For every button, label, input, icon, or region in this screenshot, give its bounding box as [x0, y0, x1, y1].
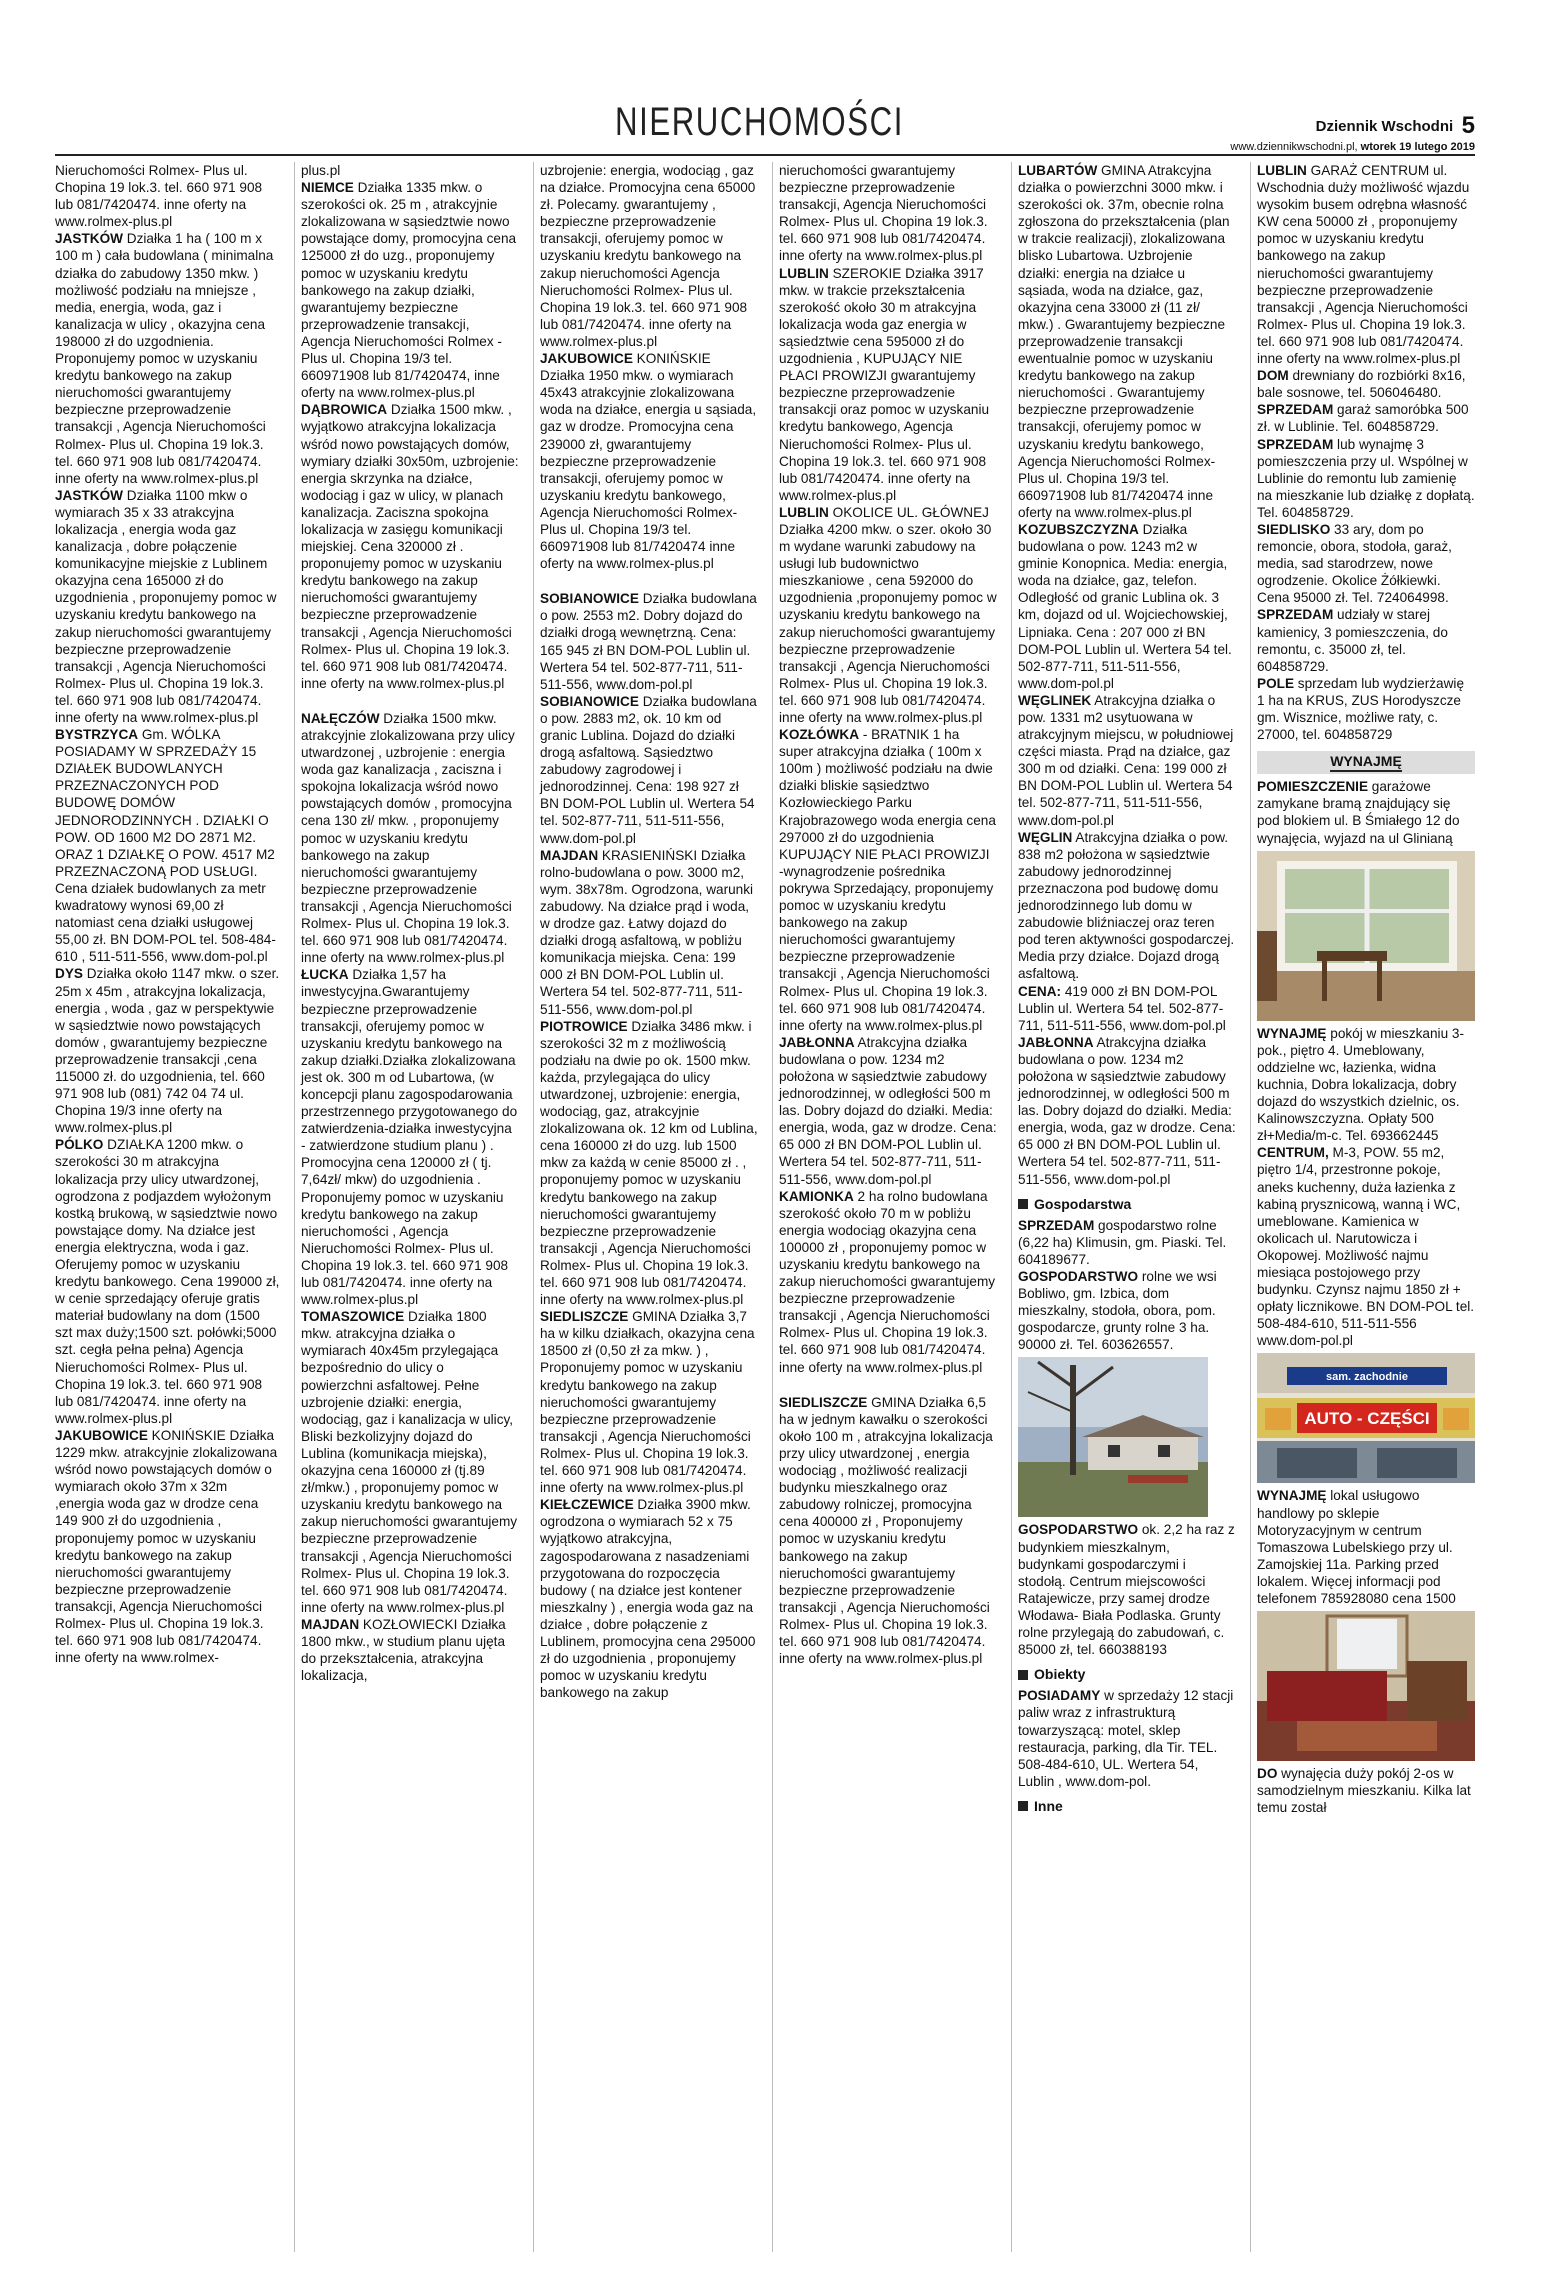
ad-text: uzbrojenie: energia, wodociąg , gaz na działce. Promocyjna cena 65000 zł. Polecamy. gwarantujemy , bezpieczne przeprowadzenie transakcji, oferujemy pomoc w uzyskaniu kredytu bankowego na zakup nieruchomości Agencja Nieruchomości Rolmex- Plus ul. Chopina 19 lok.3. tel. 660 971 908 lub 081/7420474. inne oferty na www.rolmex-plus.pl	[540, 163, 756, 349]
column-5	[1011, 162, 1236, 2252]
ad-text: WYNAJMĘ lokal usługowo handlowy po sklepie Motoryzacyjnym w centrum Tomaszowa Lubelskiego przy ul. Zamojskiej 11a. Parking przed lokalem. Więcej informacji pod telefonem 785928080 cena 1500	[1257, 1488, 1456, 1606]
ad-text: SIEDLISKO 33 ary, dom po remoncie, obora, stodoła, garaż, media, sad starodrzew, nowe ogrodzenie. Okolice Żółkiewki. Cena 95000 zł. Tel. 724064998.	[1257, 521, 1452, 606]
section-heading-gospodarstwa: Gospodarstwa	[1018, 1196, 1236, 1213]
bedroom-photo	[1257, 1611, 1475, 1761]
shop-sign-top: sam. zachodnie	[1326, 1371, 1408, 1384]
ad-text: LUBLIN GARAŻ CENTRUM ul. Wschodnia duży możliwość wjazdu wysokim busem odrębna własność KW cena 50000 zł , proponujemy pomoc w uzyskaniu kredytu bankowego na zakup nieruchomości gwarantujemy bezpieczne przeprowadzenie transakcji , Agencja Nieruchomości Rolmex- Plus ul. Chopina 19 lok.3. tel. 660 971 908 lub 081/7420474. inne oferty na www.rolmex-plus.pl	[1257, 163, 1470, 367]
paper-url[interactable]: www.dziennikwschodni.pl	[1230, 141, 1355, 153]
ad-text: PÓLKO DZIAŁKA 1200 mkw. o szerokości 30 m atrakcyjna lokalizacja przy ulicy utwardzonej, ogrodzona z podjazdem wyłożonym kostką brukową, w sąsiedztwie nowo powstające domy. Na działce jest energia elektryczna, woda i gaz. Oferujemy pomoc w uzyskaniu kredytu bankowego. Cena 199000 zł, w cenie sprzedający oferuje gratis materiał budowlany na dom (1500 szt max duży;1500 szt. połówki;5000 szt. cegła pełna pełna) Agencja Nieruchomości Rolmex- Plus ul. Chopina 19 lok.3. tel. 660 971 908 lub 081/7420474. inne oferty na www.rolmex-plus.pl	[55, 1137, 280, 1426]
section-heading-inne: Inne	[1018, 1798, 1236, 1815]
column-6	[1250, 162, 1475, 2252]
ad-text: MAJDAN KOZŁOWIECKI Działka 1800 mkw., w studium planu ujęta do przekształcenia, atrakcyjna lokalizacja,	[301, 1616, 506, 1684]
ad-text: KAMIONKA 2 ha rolno budowlana szerokość około 70 m w pobliżu energia wodociąg okazyjna cena 100000 zł , proponujemy pomoc w uzyskaniu kredytu bankowego na zakup nieruchomości gwarantujemy bezpieczne przeprowadzenie transakcji , Agencja Nieruchomości Rolmex- Plus ul. Chopina 19 lok.3. tel. 660 971 908 lub 081/7420474. inne oferty na www.rolmex-plus.pl	[779, 1188, 996, 1375]
paper-name: Dziennik Wschodni	[1315, 118, 1454, 135]
ad-text: JAKUBOWICE KONIŃSKIE Działka 1229 mkw. atrakcyjnie zlokalizowana wśród nowo powstających domów o wymiarach około 37m x 32m ,energia woda gaz w drodze cena 149 900 zł do uzgodnienia , proponujemy pomoc w uzyskaniu kredytu bankowego na zakup nieruchomości gwarantujemy bezpieczne przeprowadzenie transakcji, Agencja Nieruchomości Rolmex- Plus ul. Chopina 19 lok.3. tel. 660 971 908 lub 081/7420474. inne oferty na www.rolmex-	[55, 1427, 278, 1666]
ad-text: PIOTROWICE Działka 3486 mkw. i szerokości 32 m z możliwością podziału na dwie po ok. 1500 mkw. każda, przylegająca do ulicy utwardzonej, uzbrojenie: energia, wodociąg, gaz, atrakcyjnie zlokalizowana ok. 12 km od Lublina, cena 160000 zł do uzg. lub 1500 mkw za każdą w cenie 85000 zł . , proponujemy pomoc w uzyskaniu kredytu bankowego na zakup nieruchomości gwarantujemy bezpieczne przeprowadzenie transakcji , Agencja Nieruchomości Rolmex- Plus ul. Chopina 19 lok.3. tel. 660 971 908 lub 081/7420474. inne oferty na www.rolmex-plus.pl	[540, 1018, 758, 1308]
ad-text: SPRZEDAM lub wynajmę 3 pomieszczenia przy ul. Wspólnej w Lublinie do remontu lub zamienię na mieszkanie lub działkę z dopłatą. Tel. 604858729.	[1257, 436, 1475, 520]
ad-text: POLE sprzedam lub wydzierżawię 1 ha na KRUS, ZUS Horodyszcze gm. Wisznice, możliwe raty, c. 27000, tel. 604858729	[1257, 675, 1465, 743]
ad-text: WĘGLINEK Atrakcyjna działka o pow. 1331 m2 usytuowana w atrakcyjnym miejscu, w południowej części miasta. Prąd na działce, gaz 300 m od działki. Cena: 199 000 zł BN DOM-POL Lublin ul. Wertera 54 tel. 502-877-711, 511-511-556, www.dom-pol.pl	[1018, 692, 1234, 828]
room-photo	[1257, 851, 1475, 1021]
ad-text: NIEMCE Działka 1335 mkw. o szerokości ok. 25 m , atrakcyjnie zlokalizowana w sąsiedztwie nowo powstające domy, promocyjna cena 125000 zł do uzg., proponujemy pomoc w uzyskaniu kredytu bankowego na zakup działki, gwarantujemy bezpieczne przeprowadzenie transakcji, Agencja Nieruchomości Rolmex - Plus ul. Chopina 19/3 tel. 660971908 lub 81/7420474, inne oferty na www.rolmex-plus.pl	[301, 180, 517, 401]
ad-text: KIEŁCZEWICE Działka 3900 mkw. ogrodzona o wymiarach 52 x 75 wyjątkowo atrakcyjna, zagospodarowana z nasadzeniami przygotowana do rozpoczęcia budowy ( na działce jest kontener mieszkalny ) , energia woda gaz na działce , dobre połączenie z Lublinem, promocyjna cena 295000 zł do uzgodnienia , proponujemy pomoc w uzyskaniu kredytu bankowego na zakup	[540, 1497, 756, 1701]
ad-text: WYNAJMĘ pokój w mieszkaniu 3-pok., piętro 4. Umeblowany, oddzielne wc, łazienka, widna kuchnia, Dobra lokalizacja, dobry dojazd do wszystkich dzielnic, os. Kalinowszczyzna. Opłaty 500 zł+Media/m-c. Tel. 693662445	[1257, 1025, 1464, 1144]
ad-text: DO wynajęcia duży pokój 2-os w samodzielnym mieszkaniu. Kilka lat temu został	[1257, 1766, 1471, 1816]
ad-text: SPRZEDAM udziały w starej kamienicy, 3 pomieszczenia, do remontu, c. 35000 zł, tel. 604858729.	[1257, 607, 1448, 674]
ad-text: BYSTRZYCA Gm. WÓLKA POSIADAMY W SPRZEDAŻY 15 DZIAŁEK BUDOWLANYCH PRZEZNACZONYCH POD BUDOWĘ DOMÓW JEDNORODZINNYCH . DZIAŁKI O POW. OD 1600 M2 DO 2871 M2. ORAZ 1 DZIAŁKĘ O POW. 4517 M2 PRZEZNACZONĄ POD USŁUGI. Cena działek budowlanych za metr kwadratowy wynosi 69,00 zł natomiast cena działki usługowej 55,00 zł. BN DOM-POL tel. 508-484-610 , 511-511-556, www.dom-pol.pl	[55, 727, 276, 965]
ad-text: JASTKÓW Działka 1 ha ( 100 m x 100 m ) cała budowlana ( minimalna działka do zabudowy 1350 mkw. ) możliwość podziału na mniejsze , media, energia, woda, gaz i kanalizacja w ulicy , okazyjna cena 198000 zł do uzgodnienia. Proponujemy pomoc w uzyskaniu kredytu bankowego na zakup nieruchomości gwarantujemy bezpieczne przeprowadzenie transakcji , Agencja Nieruchomości Rolmex- Plus ul. Chopina 19 lok.3. tel. 660 971 908 lub 081/7420474. inne oferty na www.rolmex-plus.pl	[55, 231, 274, 486]
square-bullet-icon	[1018, 1199, 1028, 1209]
column-3	[533, 162, 758, 2252]
ad-text: SIEDLISZCZE GMINA Działka 6,5 ha w jednym kawałku o szerokości około 100 m , atrakcyjna lokalizacja przy ulicy utwardzonej , energia wodociąg , możliwość realizacji budynku mieszkalnego oraz zabudowy rolniczej, promocyjna cena 400000 zł , Proponujemy pomoc w uzyskaniu kredytu bankowego na zakup nieruchomości gwarantujemy bezpieczne przeprowadzenie transakcji , Agencja Nieruchomości Rolmex- Plus ul. Chopina 19 lok.3. tel. 660 971 908 lub 081/7420474. inne oferty na www.rolmex-plus.pl	[779, 1394, 993, 1667]
ad-text: DOM drewniany do rozbiórki 8x16, bale sosnowe, tel. 506046480.	[1257, 368, 1466, 401]
farmhouse-photo	[1018, 1357, 1236, 1517]
header-rule	[55, 154, 1475, 156]
ad-text: nieruchomości gwarantujemy bezpieczne przeprowadzenie transakcji, Agencja Nieruchomości Rolmex- Plus ul. Chopina 19 lok.3. tel. 660 971 908 lub 081/7420474. inne oferty na www.rolmex-plus.pl	[779, 163, 988, 264]
ad-text: ŁUCKA Działka 1,57 ha inwestycyjna.Gwarantujemy bezpieczne przeprowadzenie transakcji, oferujemy pomoc w uzyskaniu kredytu bankowego na zakup działki.Działka zlokalizowana jest ok. 300 m od Lubartowa, (w koncepcji planu zagospodarowania przestrzennego przygotowanego do zatwierdzenia-działka inwestycyjna - zatwierdzone studium planu ) . Promocyjna cena 120000 zł ( tj. 7,64zł/ mkw) do uzgodnienia . Proponujemy pomoc w uzyskaniu kredytu bankowego na zakup nieruchomości , Agencja Nieruchomości Rolmex- Plus ul. Chopina 19 lok.3. tel. 660 971 908 lub 081/7420474. inne oferty na www.rolmex-plus.pl	[301, 967, 518, 1308]
ad-text: TOMASZOWICE Działka 1800 mkw. atrakcyjna działka o wymiarach 40x45m przylegająca bezpośrednio do ulicy o powierzchni asfaltowej. Pełne uzbrojenie działki: energia, wodociąg, gaz i kanalizacja w ulicy, Bliski bezkolizyjny dojazd do Lublina (komunikacja miejska), okazyjna cena 160000 zł (tj.89 zł/mkw.) , proponujemy pomoc w uzyskaniu kredytu bankowego na zakup nieruchomości gwarantujemy bezpieczne przeprowadzenie transakcji , Agencja Nieruchomości Rolmex- Plus ul. Chopina 19 lok.3. tel. 660 971 908 lub 081/7420474. inne oferty na www.rolmex-plus.pl	[301, 1309, 518, 1615]
ad-text: SOBIANOWICE Działka budowlana o pow. 2553 m2. Dobry dojazd do działki drogą wewnętrzną. Cena: 165 945 zł BN DOM-POL Lublin ul. Wertera 54 tel. 502-877-711, 511-511-556, www.dom-pol.pl	[540, 591, 757, 692]
classifieds-columns	[55, 162, 1475, 2252]
ad-text: CENTRUM, M-3, POW. 55 m2, piętro 1/4, przestronne pokoje, aneks kuchenny, duża łazienka z kabiną prysznicową, wanną i WC, umeblowane. Kamienica w okolicach ul. Narutowicza i Okopowej. Możliwość najmu miesiąca postojowego przy budynku. Czynsz najmu 1850 zł + opłaty licznikowe. BN DOM-POL tel. 508-484-610, 511-511-556 www.dom-pol.pl	[1257, 1145, 1475, 1349]
ad-text: WĘGLIN Atrakcyjna działka o pow. 838 m2 położona w sąsiedztwie zabudowy jednorodzinnej przeznaczona pod budowę domu jednorodzinnego lub domu w zabudowie bliźniaczej oraz teren pod teren aktywności gospodarczej. Media przy działce. Dojazd drogą asfaltową.	[1018, 829, 1235, 982]
ad-text: MAJDAN KRASIENIŃSKI Działka rolno-budowlana o pow. 3000 m2, wym. 38x78m. Ogrodzona, warunki zabudowy. Na działce prąd i woda, w drodze gaz. Łatwy dojazd do działki drogą asfaltową, w pobliżu komunikacja miejska. Cena: 199 000 zł BN DOM-POL Lublin ul. Wertera 54 tel. 502-877-711, 511-511-556, www.dom-pol.pl	[540, 847, 754, 1017]
ad-text: POMIESZCZENIE garażowe zamykane bramą znajdujący się pod blokiem ul. B Śmiałego 12 do wynajęcia, wyjazd na ul Glinianą	[1257, 779, 1460, 846]
ad-text: JAKUBOWICE KONIŃSKIE Działka 1950 mkw. o wymiarach 45x43 atrakcyjnie zlokalizowana woda na działce, energia u sąsiada, gaz w drodze. Promocyjna cena 239000 zł, gwarantujemy bezpieczne przeprowadzenie transakcji, oferujemy pomoc w uzyskaniu kredytu bankowego, Agencja Nieruchomości Rolmex-Plus ul. Chopina 19/3 tel. 660971908 lub 81/7420474 inne oferty na www.rolmex-plus.pl	[540, 351, 757, 572]
section-title: NIERUCHOMOŚCI	[615, 100, 904, 144]
square-bullet-icon	[1018, 1801, 1028, 1811]
ad-text: CENA: 419 000 zł BN DOM-POL Lublin ul. Wertera 54 tel. 502-877-711, 511-511-556, www.dom-pol.pl	[1018, 983, 1226, 1033]
ad-text: SOBIANOWICE Działka budowlana o pow. 2883 m2, ok. 10 km od granic Lublina. Dojazd do działki drogą asfaltową. Sąsiedztwo zabudowy zagrodowej i jednorodzinnej. Cena: 198 927 zł BN DOM-POL Lublin ul. Wertera 54 tel. 502-877-711, 511-511-556, www.dom-pol.pl	[540, 693, 757, 846]
ad-text: Nieruchomości Rolmex- Plus ul. Chopina 19 lok.3. tel. 660 971 908 lub 081/7420474. inne oferty na www.rolmex-plus.pl	[55, 163, 263, 230]
ad-text: LUBARTÓW GMINA Atrakcyjna działka o powierzchni 3000 mkw. i szerokości ok. 37m, obecnie rolna zgłoszona do przekształcenia (plan w trakcie realizacji), zlokalizowana blisko Lubartowa. Uzbrojenie działki: energia na działce u sąsiada, woda na działce, gaz, okazyjna cena 33000 zł (11 zł/ mkw.) . Gwarantujemy bezpieczne przeprowadzenie transakcji ewentualnie pomoc w uzyskaniu kredytu bankowego na zakup nieruchomości . Gwarantujemy bezpieczne przeprowadzenie transakcji, oferujemy pomoc w uzyskaniu kredytu bankowego, Agencja Nieruchomości Rolmex-Plus ul. Chopina 19/3 tel. 660971908 lub 81/7420474 inne oferty na www.rolmex-plus.pl	[1018, 163, 1230, 520]
ad-text: JASTKÓW Działka 1100 mkw o wymiarach 35 x 33 atrakcyjna lokalizacja , energia woda gaz kanalizacja , dobre połączenie komunikacyjne miejskie z Lublinem okazyjna cena 165000 zł do uzgodnienia , proponujemy pomoc w uzyskaniu kredytu bankowego na zakup nieruchomości gwarantujemy bezpieczne przeprowadzenie transakcji , Agencja Nieruchomości Rolmex- Plus ul. Chopina 19 lok.3. tel. 660 971 908 lub 081/7420474. inne oferty na www.rolmex-plus.pl	[55, 487, 277, 725]
ad-text: DĄBROWICA Działka 1500 mkw. , wyjątkowo atrakcyjna lokalizacja wśród nowo powstających domów, wymiary działki 30x50m, uzbrojenie: energia skrzynka na działce, wodociąg i gaz w ulicy, w planach kanalizacja. Zaciszna spokojna lokalizacja w zasięgu komunikacji miejskiej. Cena 320000 zł . proponujemy pomoc w uzyskaniu kredytu bankowego na zakup nieruchomości gwarantujemy bezpieczne przeprowadzenie transakcji , Agencja Nieruchomości Rolmex- Plus ul. Chopina 19 lok.3. tel. 660 971 908 lub 081/7420474. inne oferty na www.rolmex-plus.pl	[301, 402, 519, 691]
shop-sign-main: AUTO - CZĘŚCI	[1304, 1409, 1430, 1429]
ad-text: SPRZEDAM gospodarstwo rolne (6,22 ha) Klimusin, gm. Piaski. Tel. 604189677.	[1018, 1217, 1227, 1267]
ad-text: POSIADAMY w sprzedaży 12 stacji paliw wraz z infrastrukturą towarzyszącą: motel, sklep restauracja, parking, dla Tir. TEL. 508-484-610, UL. Wertera 54, Lublin , www.dom-pol.	[1018, 1688, 1234, 1789]
shop-photo	[1257, 1353, 1475, 1483]
ad-text: LUBLIN SZEROKIE Działka 3917 mkw. w trakcie przekształcenia szerokość około 30 m atrakcyjna lokalizacja woda gaz energia w sąsiedztwie cena 595000 zł do uzgodnienia , KUPUJĄCY NIE PŁACI PROWIZJI gwarantujemy bezpieczne przeprowadzenie transakcji oraz pomoc w uzyskaniu kredytu bankowego, Agencja Nieruchomości Rolmex- Plus ul. Chopina 19 lok.3. tel. 660 971 908 lub 081/7420474. inne oferty na www.rolmex-plus.pl	[779, 265, 990, 503]
section-heading-obiekty: Obiekty	[1018, 1666, 1236, 1683]
ad-text: DYS Działka około 1147 mkw. o szer. 25m x 45m , atrakcyjna lokalizacja, energia , woda , gaz w perspektywie w sąsiedztwie nowo powstających domów , gwarantujemy bezpieczne przeprowadzenie transakcji ,cena 115000 zł. do uzgodnienia, tel. 660 971 908 lub (081) 742 04 74 ul. Chopina 19/3 inne oferty na www.rolmex-plus.pl	[55, 966, 280, 1136]
ad-text: GOSPODARSTWO ok. 2,2 ha raz z budynkiem mieszkalnym, budynkami gospodarczymi i stodołą. Centrum miejscowości Ratajewicze, przy samej drodze Włodawa- Biała Podlaska. Grunty rolne przylegają do zabudowań, c. 85000 zł, tel. 660388193	[1018, 1522, 1235, 1658]
ad-text: GOSPODARSTWO rolne we wsi Bobliwo, gm. Izbica, dom mieszkalny, stodoła, obora, pom. gospodarcze, grunty rolne 3 ha. 90000 zł. Tel. 603626557.	[1018, 1269, 1217, 1353]
page-header	[55, 100, 1475, 153]
ad-text: SIEDLISZCZE GMINA Działka 3,7 ha w kilku działkach, okazyjna cena 18500 zł (0,50 zł za mkw. ) , Proponujemy pomoc w uzyskaniu kredytu bankowego na zakup nieruchomości gwarantujemy bezpieczne przeprowadzenie transakcji , Agencja Nieruchomości Rolmex- Plus ul. Chopina 19 lok.3. tel. 660 971 908 lub 081/7420474. inne oferty na www.rolmex-plus.pl	[540, 1309, 755, 1496]
column-1	[55, 162, 280, 2252]
page-number: 5	[1461, 112, 1475, 139]
ad-text: KOZŁÓWKA - BRATNIK 1 ha super atrakcyjna działka ( 100m x 100m ) możliwość podziału na dwie działki bliskie sąsiedztwo Kozłowieckiego Parku Krajobrazowego woda energia cena 297000 zł do uzgodnienia KUPUJĄCY NIE PŁACI PROWIZJI -wynagrodzenie pośrednika pokrywa Sprzedający, proponujemy pomoc w uzyskaniu kredytu bankowego na zakup nieruchomości gwarantujemy bezpieczne przeprowadzenie transakcji , Agencja Nieruchomości Rolmex- Plus ul. Chopina 19 lok.3. tel. 660 971 908 lub 081/7420474. inne oferty na www.rolmex-plus.pl	[779, 727, 996, 1033]
ad-text: JABŁONNA Atrakcyjna działka budowlana o pow. 1234 m2 położona w sąsiedztwie zabudowy jednorodzinnej, w odległości 500 m las. Dobry dojazd do działki. Media: energia, woda, gaz w drodze. Cena: 65 000 zł BN DOM-POL Lublin ul. Wertera 54 tel. 502-877-711, 511-511-556, www.dom-pol.pl	[779, 1034, 997, 1187]
ad-text: LUBLIN OKOLICE UL. GŁÓWNEJ Działka 4200 mkw. o szer. około 30 m wydane warunki zabudowy na usługi lub budownictwo mieszkaniowe , cena 592000 do uzgodnienia ,proponujemy pomoc w uzyskaniu kredytu bankowego na zakup nieruchomości gwarantujemy bezpieczne przeprowadzenie transakcji , Agencja Nieruchomości Rolmex- Plus ul. Chopina 19 lok.3. tel. 660 971 908 lub 081/7420474. inne oferty na www.rolmex-plus.pl	[779, 504, 997, 725]
ad-text: KOZUBSZCZYZNA Działka budowlana o pow. 1243 m2 w gminie Konopnica. Media: energia, woda na działce, gaz, telefon. Odległość od granic Lublina ok. 3 km, dojazd od ul. Wojciechowskiej, Lipniaka. Cena : 207 000 zł BN DOM-POL Lublin ul. Wertera 54 tel. 502-877-711, 511-511-556, www.dom-pol.pl	[1018, 521, 1232, 691]
ad-text: SPRZEDAM garaż samoróbka 500 zł. w Lublinie. Tel. 604858729.	[1257, 402, 1469, 435]
masthead: Dziennik Wschodni 5 www.dziennikwschodni.pl, wtorek 19 lutego 2019	[1230, 112, 1475, 153]
ad-text: plus.pl	[301, 163, 341, 178]
column-4	[772, 162, 997, 2252]
ad-text: JABŁONNA Atrakcyjna działka budowlana o pow. 1234 m2 położona w sąsiedztwie zabudowy jednorodzinnej, w odległości 500 m las. Dobry dojazd do działki. Media: energia, woda, gaz w drodze. Cena: 65 000 zł BN DOM-POL Lublin ul. Wertera 54 tel. 502-877-711, 511-511-556, www.dom-pol.pl	[1018, 1034, 1236, 1187]
section-heading-wynajme: WYNAJMĘ	[1257, 751, 1475, 774]
issue-date: wtorek 19 lutego 2019	[1360, 141, 1475, 153]
square-bullet-icon	[1018, 1670, 1028, 1680]
column-2	[294, 162, 519, 2252]
ad-text: NAŁĘCZÓW Działka 1500 mkw. atrakcyjnie zlokalizowana przy ulicy utwardzonej , uzbrojenie : energia woda gaz kanalizacja , zaciszna i spokojna lokalizacja wśród nowo powstających domów , promocyjna cena 130 zł/ mkw. , proponujemy pomoc w uzyskaniu kredytu bankowego na zakup nieruchomości gwarantujemy bezpieczne przeprowadzenie transakcji , Agencja Nieruchomości Rolmex- Plus ul. Chopina 19 lok.3. tel. 660 971 908 lub 081/7420474. inne oferty na www.rolmex-plus.pl	[301, 710, 515, 966]
